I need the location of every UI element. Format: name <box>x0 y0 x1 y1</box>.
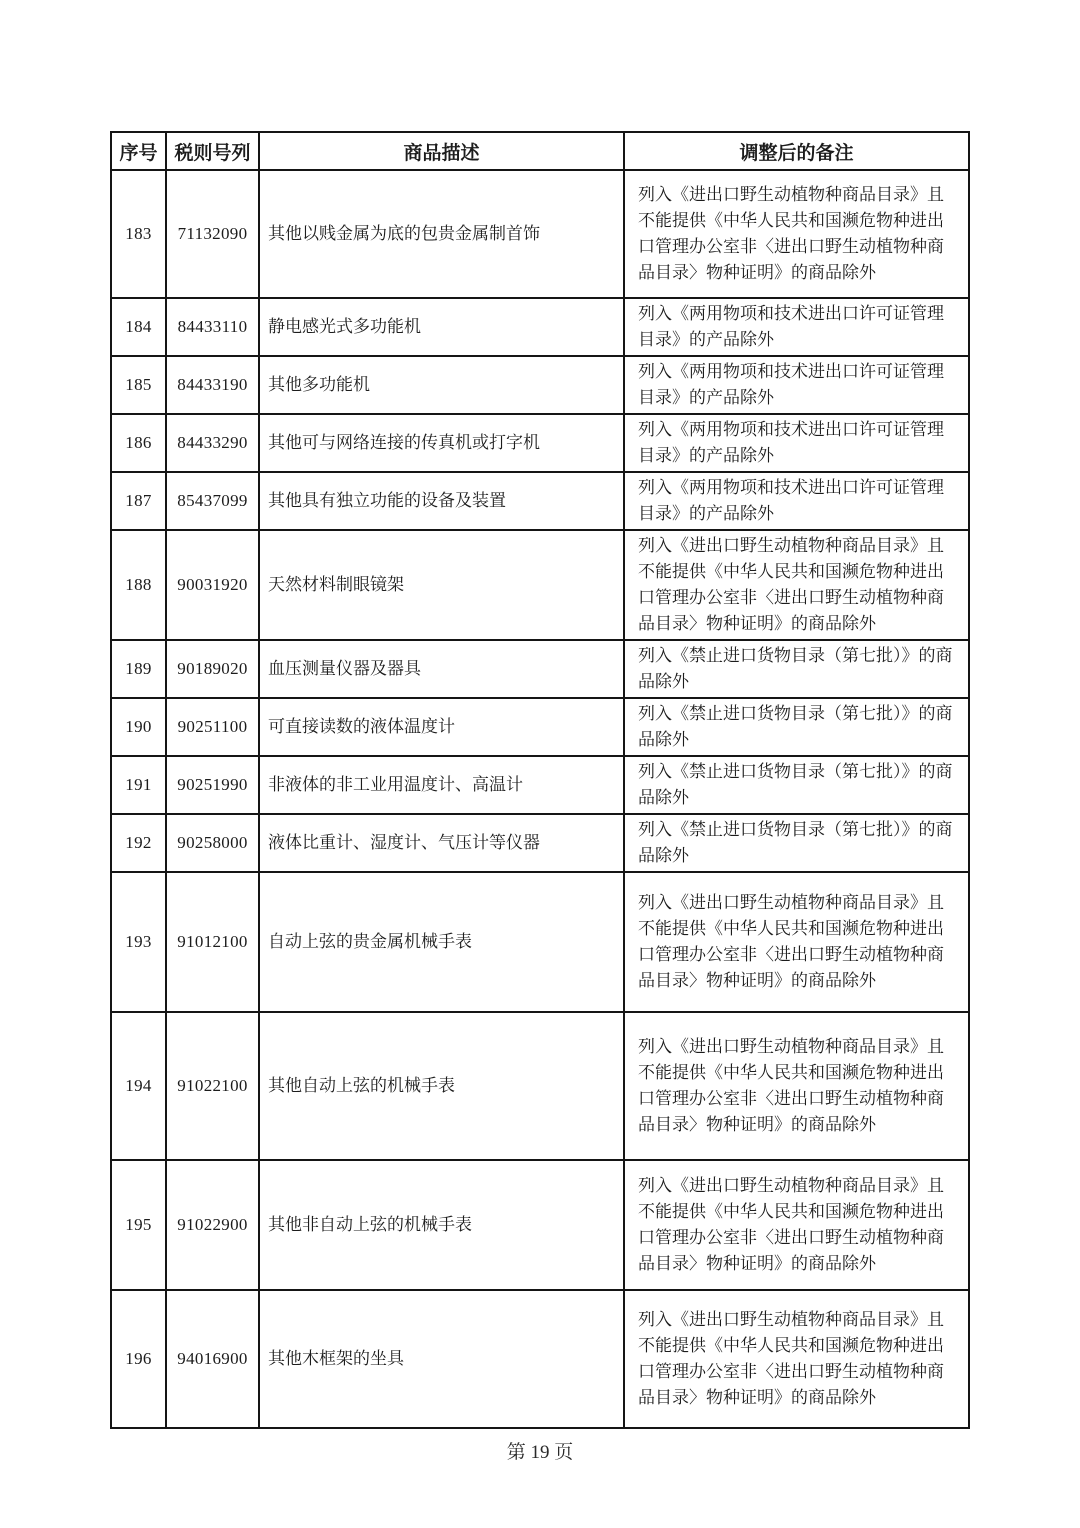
row-number-cell: 192 <box>111 814 166 872</box>
row-number-cell: 185 <box>111 356 166 414</box>
tariff-code-cell: 84433190 <box>166 356 259 414</box>
header-tariff-code: 税则号列 <box>166 132 259 170</box>
table-header-row <box>111 132 969 170</box>
product-desc-cell: 其他木框架的坐具 <box>259 1290 624 1428</box>
tariff-code-cell: 91022900 <box>166 1160 259 1290</box>
product-desc-cell: 可直接读数的液体温度计 <box>259 698 624 756</box>
remark-cell: 列入《禁止进口货物目录（第七批）》的商品除外 <box>624 698 969 756</box>
product-desc-cell: 血压测量仪器及器具 <box>259 640 624 698</box>
tariff-code-cell: 71132090 <box>166 170 259 298</box>
tariff-code-cell: 90258000 <box>166 814 259 872</box>
product-desc-cell: 静电感光式多功能机 <box>259 298 624 356</box>
row-number-cell: 189 <box>111 640 166 698</box>
remark-cell: 列入《两用物项和技术进出口许可证管理目录》的产品除外 <box>624 414 969 472</box>
tariff-code-cell: 84433110 <box>166 298 259 356</box>
remark-cell: 列入《进出口野生动植物种商品目录》且不能提供《中华人民共和国濒危物种进出口管理办公室非〈进出口野生动植物种商品目录〉物种证明》的商品除外 <box>624 1160 969 1290</box>
remark-cell: 列入《禁止进口货物目录（第七批）》的商品除外 <box>624 814 969 872</box>
table-row <box>111 356 969 414</box>
tariff-code-cell: 94016900 <box>166 1290 259 1428</box>
remark-cell: 列入《两用物项和技术进出口许可证管理目录》的产品除外 <box>624 298 969 356</box>
table-row <box>111 698 969 756</box>
table-row <box>111 298 969 356</box>
row-number-cell: 190 <box>111 698 166 756</box>
product-desc-cell: 自动上弦的贵金属机械手表 <box>259 872 624 1012</box>
product-desc-cell: 天然材料制眼镜架 <box>259 530 624 640</box>
table-row <box>111 1160 969 1290</box>
remark-cell: 列入《进出口野生动植物种商品目录》且不能提供《中华人民共和国濒危物种进出口管理办公室非〈进出口野生动植物种商品目录〉物种证明》的商品除外 <box>624 1290 969 1428</box>
header-adjusted-remark: 调整后的备注 <box>624 132 969 170</box>
table-row <box>111 530 969 640</box>
row-number-cell: 187 <box>111 472 166 530</box>
table-row <box>111 814 969 872</box>
tariff-table <box>110 131 970 1429</box>
row-number-cell: 186 <box>111 414 166 472</box>
tariff-code-cell: 90189020 <box>166 640 259 698</box>
table-row <box>111 756 969 814</box>
table-row <box>111 170 969 298</box>
row-number-cell: 184 <box>111 298 166 356</box>
tariff-code-cell: 90031920 <box>166 530 259 640</box>
remark-cell: 列入《进出口野生动植物种商品目录》且不能提供《中华人民共和国濒危物种进出口管理办公室非〈进出口野生动植物种商品目录〉物种证明》的商品除外 <box>624 1012 969 1160</box>
tariff-code-cell: 90251990 <box>166 756 259 814</box>
product-desc-cell: 其他具有独立功能的设备及装置 <box>259 472 624 530</box>
remark-cell: 列入《进出口野生动植物种商品目录》且不能提供《中华人民共和国濒危物种进出口管理办公室非〈进出口野生动植物种商品目录〉物种证明》的商品除外 <box>624 170 969 298</box>
product-desc-cell: 其他以贱金属为底的包贵金属制首饰 <box>259 170 624 298</box>
remark-cell: 列入《禁止进口货物目录（第七批）》的商品除外 <box>624 756 969 814</box>
remark-cell: 列入《两用物项和技术进出口许可证管理目录》的产品除外 <box>624 472 969 530</box>
row-number-cell: 195 <box>111 1160 166 1290</box>
tariff-code-cell: 91012100 <box>166 872 259 1012</box>
product-desc-cell: 非液体的非工业用温度计、高温计 <box>259 756 624 814</box>
row-number-cell: 196 <box>111 1290 166 1428</box>
remark-cell: 列入《进出口野生动植物种商品目录》且不能提供《中华人民共和国濒危物种进出口管理办公室非〈进出口野生动植物种商品目录〉物种证明》的商品除外 <box>624 530 969 640</box>
table-row <box>111 1290 969 1428</box>
page-footer: 第 19 页 <box>506 1442 574 1463</box>
table-row <box>111 472 969 530</box>
product-desc-cell: 其他非自动上弦的机械手表 <box>259 1160 624 1290</box>
remark-cell: 列入《进出口野生动植物种商品目录》且不能提供《中华人民共和国濒危物种进出口管理办公室非〈进出口野生动植物种商品目录〉物种证明》的商品除外 <box>624 872 969 1012</box>
row-number-cell: 188 <box>111 530 166 640</box>
header-serial-number: 序号 <box>111 132 166 170</box>
product-desc-cell: 液体比重计、湿度计、气压计等仪器 <box>259 814 624 872</box>
product-desc-cell: 其他可与网络连接的传真机或打字机 <box>259 414 624 472</box>
header-product-description: 商品描述 <box>259 132 624 170</box>
row-number-cell: 183 <box>111 170 166 298</box>
product-desc-cell: 其他多功能机 <box>259 356 624 414</box>
table-row <box>111 872 969 1012</box>
tariff-code-cell: 90251100 <box>166 698 259 756</box>
remark-cell: 列入《禁止进口货物目录（第七批）》的商品除外 <box>624 640 969 698</box>
remark-cell: 列入《两用物项和技术进出口许可证管理目录》的产品除外 <box>624 356 969 414</box>
tariff-code-cell: 91022100 <box>166 1012 259 1160</box>
table-row <box>111 1012 969 1160</box>
row-number-cell: 194 <box>111 1012 166 1160</box>
tariff-code-cell: 84433290 <box>166 414 259 472</box>
table-row <box>111 640 969 698</box>
table-row <box>111 414 969 472</box>
row-number-cell: 191 <box>111 756 166 814</box>
row-number-cell: 193 <box>111 872 166 1012</box>
tariff-code-cell: 85437099 <box>166 472 259 530</box>
product-desc-cell: 其他自动上弦的机械手表 <box>259 1012 624 1160</box>
